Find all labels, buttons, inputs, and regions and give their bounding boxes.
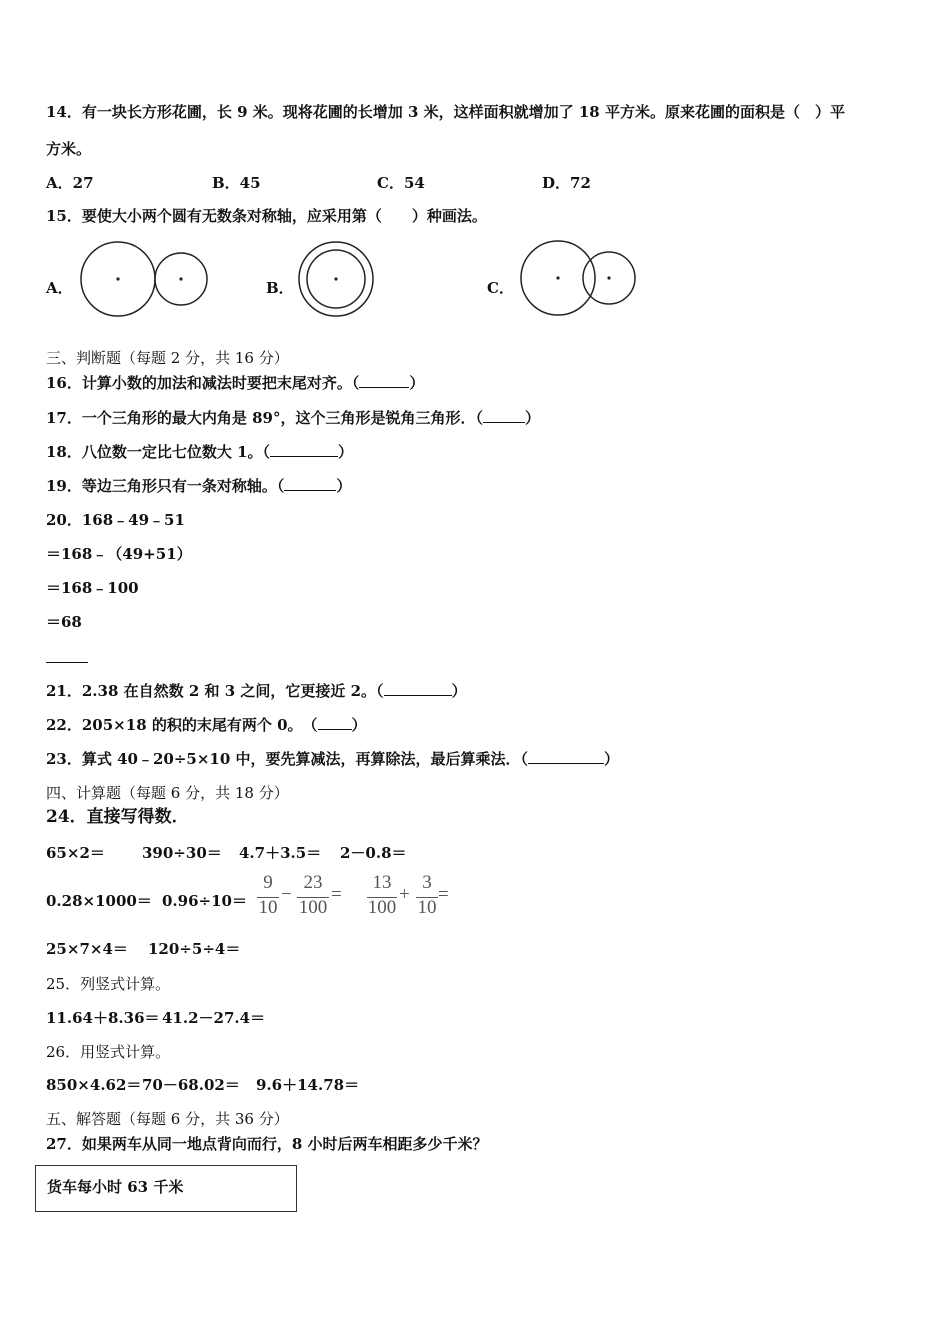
q14-option-d: D．72: [542, 174, 591, 192]
q24-item-4: 2－0.8＝: [340, 844, 407, 862]
section-4-title: 四、计算题（每题 6 分，共 18 分）: [46, 784, 289, 802]
fraction-denominator: 100: [298, 897, 328, 918]
q24-item-5: 0.28×1000＝: [46, 892, 152, 910]
equals-sign: =: [331, 884, 342, 905]
q15-figure-c: [510, 232, 645, 327]
q14-option-a: A．27: [46, 174, 94, 192]
q21-text: 21．2.38 在自然数 2 和 3 之间，它更接近 2。（ ）: [46, 682, 467, 700]
q15-label-b: B．: [266, 279, 294, 297]
q27-box-text: 货车每小时 63 千米: [47, 1178, 184, 1196]
fraction-numerator: 9: [263, 872, 273, 893]
q27-info-box: [35, 1165, 297, 1212]
q20-line-4: ＝68: [46, 613, 82, 631]
q14-text-line1: 14．有一块长方形花圃，长 9 米。现将花圃的长增加 3 米，这样面积就增加了 18 平方米。原来花圃的面积是（ ）平: [46, 103, 845, 121]
q25-title: 25．列竖式计算。: [46, 975, 171, 993]
fraction-denominator: 10: [417, 897, 437, 918]
q22-text: 22．205×18 的积的末尾有两个 0。 （ ）: [46, 716, 367, 734]
fraction-numerator: 23: [303, 872, 323, 893]
q20-line-2: ＝168﹣（49+51）: [46, 545, 192, 563]
q24-item-10: 120÷5÷4＝: [148, 940, 241, 958]
q15-text: 15．要使大小两个圆有无数条对称轴，应采用第（ ）种画法。: [46, 207, 487, 225]
minus-operator: −: [281, 884, 292, 905]
q14-option-c: C．54: [377, 174, 425, 192]
equals-sign: =: [438, 884, 449, 905]
q16-text: 16．计算小数的加法和减法时要把末尾对齐。（ ）: [46, 374, 425, 392]
q26-item-3: 9.6＋14.78＝: [256, 1076, 360, 1094]
q20-line-1: 20．168﹣49﹣51: [46, 511, 185, 529]
fraction-numerator: 13: [372, 872, 392, 893]
fraction-denominator: 10: [258, 897, 278, 918]
fraction-numerator: 3: [422, 872, 432, 893]
q24-title: 24．直接写得数．: [46, 807, 189, 827]
q24-item-2: 390÷30＝: [142, 844, 222, 862]
q25-item-1: 11.64＋8.36＝: [46, 1009, 160, 1027]
q26-title: 26．用竖式计算。: [46, 1043, 171, 1061]
q20-line-3: ＝168﹣100: [46, 579, 139, 597]
q15-label-a: A．: [46, 279, 73, 297]
q14-option-b: B．45: [212, 174, 261, 192]
q17-text: 17．一个三角形的最大内角是 89°，这个三角形是锐角三角形．（ ）: [46, 409, 540, 427]
q27-text: 27．如果两车从同一地点背向而行，8 小时后两车相距多少千米？: [46, 1135, 488, 1153]
q15-figure-a: [70, 232, 220, 327]
q26-item-1: 850×4.62＝: [46, 1076, 142, 1094]
q19-text: 19．等边三角形只有一条对称轴。（ ）: [46, 477, 352, 495]
q24-item-1: 65×2＝: [46, 844, 105, 862]
plus-operator: +: [399, 884, 410, 905]
q14-text-line2: 方米。: [46, 140, 92, 158]
q20-answer-blank: [46, 662, 88, 663]
q24-fraction-expression-2: [365, 872, 460, 922]
q15-label-c: C．: [487, 279, 514, 297]
q25-item-2: 41.2－27.4＝: [162, 1009, 266, 1027]
q24-fraction-expression-1: [255, 872, 350, 922]
section-3-title: 三、判断题（每题 2 分，共 16 分）: [46, 349, 289, 367]
q24-item-3: 4.7＋3.5＝: [239, 844, 322, 862]
fraction-denominator: 100: [367, 897, 397, 918]
q18-text: 18．八位数一定比七位数大 1。（ ）: [46, 443, 354, 461]
q26-item-2: 70－68.02＝: [142, 1076, 240, 1094]
section-5-title: 五、解答题（每题 6 分，共 36 分）: [46, 1110, 289, 1128]
q15-figure-b: [290, 232, 385, 327]
q23-text: 23．算式 40﹣20÷5×10 中，要先算减法，再算除法，最后算乘法．（ ）: [46, 750, 620, 768]
q24-item-6: 0.96÷10＝: [162, 892, 247, 910]
q24-item-9: 25×7×4＝: [46, 940, 128, 958]
